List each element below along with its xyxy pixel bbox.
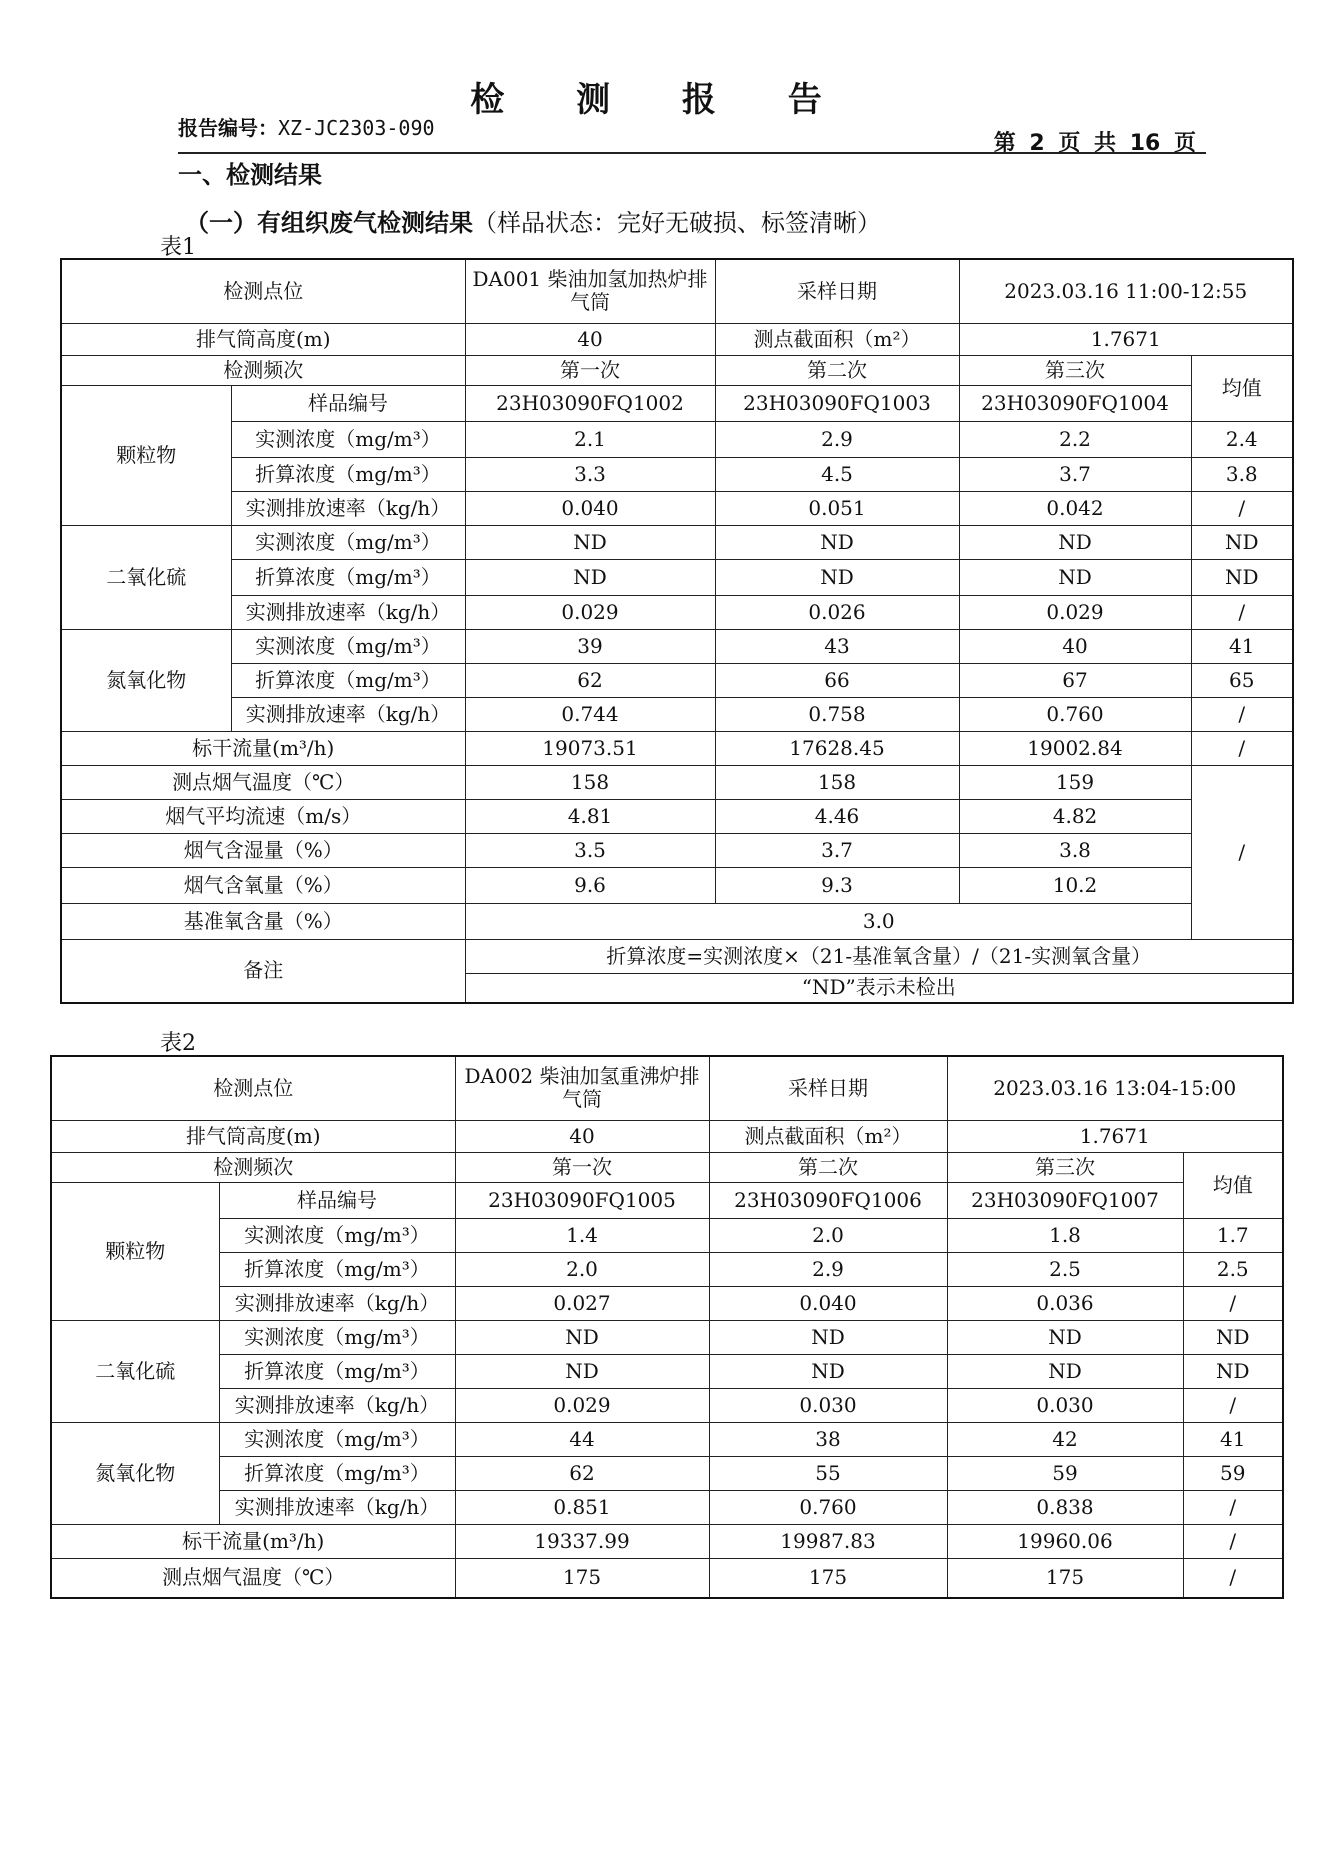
table-cell: 9.3 bbox=[715, 867, 959, 903]
table-cell: 0.040 bbox=[709, 1286, 947, 1320]
table-cell: 175 bbox=[947, 1558, 1183, 1598]
table-cell: 3.7 bbox=[959, 457, 1191, 491]
table-cell: 41 bbox=[1191, 629, 1293, 663]
params-average: / bbox=[1191, 765, 1293, 939]
table-cell: 0.042 bbox=[959, 491, 1191, 525]
table-cell: / bbox=[1183, 1524, 1283, 1558]
table-cell: ND bbox=[709, 1354, 947, 1388]
table-row bbox=[51, 1286, 1283, 1320]
converted-conc-label: 折算浓度（mg/m³） bbox=[231, 559, 465, 595]
report-number-label: 报告编号： bbox=[178, 116, 278, 140]
table-cell: 0.760 bbox=[709, 1490, 947, 1524]
table-cell: ND bbox=[947, 1320, 1183, 1354]
emission-rate-label: 实测排放速率（kg/h） bbox=[219, 1286, 455, 1320]
table-cell: 0.051 bbox=[715, 491, 959, 525]
table-cell: 4.81 bbox=[465, 799, 715, 833]
table-row bbox=[61, 833, 1293, 867]
cross-section-value: 1.7671 bbox=[947, 1120, 1283, 1152]
table-cell: 2.0 bbox=[709, 1218, 947, 1252]
nox-group-label: 氮氧化物 bbox=[51, 1422, 219, 1524]
remarks-label: 备注 bbox=[61, 939, 465, 1003]
stack-height-value: 40 bbox=[455, 1120, 709, 1152]
table-row bbox=[61, 525, 1293, 559]
table-cell: 17628.45 bbox=[715, 731, 959, 765]
table-cell: 19337.99 bbox=[455, 1524, 709, 1558]
sampling-date-label: 采样日期 bbox=[715, 259, 959, 323]
table-cell: 4.82 bbox=[959, 799, 1191, 833]
sampling-date-label: 采样日期 bbox=[709, 1056, 947, 1120]
table-cell: 175 bbox=[709, 1558, 947, 1598]
table-row bbox=[61, 629, 1293, 663]
table-cell: 0.029 bbox=[455, 1388, 709, 1422]
table-cell: 0.040 bbox=[465, 491, 715, 525]
table-row bbox=[61, 595, 1293, 629]
table-cell: ND bbox=[959, 559, 1191, 595]
table-cell: 66 bbox=[715, 663, 959, 697]
table-cell: / bbox=[1183, 1490, 1283, 1524]
moisture-label: 烟气含湿量（%） bbox=[61, 833, 465, 867]
emission-rate-label: 实测排放速率（kg/h） bbox=[219, 1388, 455, 1422]
converted-conc-label: 折算浓度（mg/m³） bbox=[219, 1354, 455, 1388]
table-row bbox=[51, 1056, 1283, 1120]
report-number bbox=[178, 112, 435, 141]
run-3-header: 第三次 bbox=[947, 1152, 1183, 1182]
table-cell: 19960.06 bbox=[947, 1524, 1183, 1558]
location-value: DA002 柴油加氢重沸炉排气筒 bbox=[455, 1056, 709, 1120]
sample-no-3: 23H03090FQ1007 bbox=[947, 1182, 1183, 1218]
stack-height-label: 排气筒高度(m) bbox=[51, 1120, 455, 1152]
sample-no-3: 23H03090FQ1004 bbox=[959, 385, 1191, 421]
table-row bbox=[51, 1320, 1283, 1354]
remark-nd: “ND”表示未检出 bbox=[465, 973, 1293, 1003]
converted-conc-label: 折算浓度（mg/m³） bbox=[231, 457, 465, 491]
table-row bbox=[61, 697, 1293, 731]
table-row bbox=[51, 1120, 1283, 1152]
velocity-label: 烟气平均流速（m/s） bbox=[61, 799, 465, 833]
so2-group-label: 二氧化硫 bbox=[51, 1320, 219, 1422]
table-cell: 0.760 bbox=[959, 697, 1191, 731]
table-row bbox=[51, 1354, 1283, 1388]
table-cell: 2.9 bbox=[709, 1252, 947, 1286]
particulate-group-label: 颗粒物 bbox=[51, 1182, 219, 1320]
table-cell: 0.027 bbox=[455, 1286, 709, 1320]
table-cell: 59 bbox=[947, 1456, 1183, 1490]
sample-no-1: 23H03090FQ1005 bbox=[455, 1182, 709, 1218]
table-cell: ND bbox=[715, 559, 959, 595]
remark-formula: 折算浓度=实测浓度×（21-基准氧含量）/（21-实测氧含量） bbox=[465, 939, 1293, 973]
table-cell: 19987.83 bbox=[709, 1524, 947, 1558]
sample-no-2: 23H03090FQ1006 bbox=[709, 1182, 947, 1218]
sample-no-2: 23H03090FQ1003 bbox=[715, 385, 959, 421]
sampling-date-value: 2023.03.16 13:04-15:00 bbox=[947, 1056, 1283, 1120]
table-cell: 41 bbox=[1183, 1422, 1283, 1456]
emission-rate-label: 实测排放速率（kg/h） bbox=[219, 1490, 455, 1524]
table-row bbox=[61, 385, 1293, 421]
location-value: DA001 柴油加氢加热炉排气筒 bbox=[465, 259, 715, 323]
section-title: 一、检测结果 bbox=[178, 161, 322, 189]
measured-conc-label: 实测浓度（mg/m³） bbox=[231, 629, 465, 663]
table-cell: 0.036 bbox=[947, 1286, 1183, 1320]
location-label: 检测点位 bbox=[61, 259, 465, 323]
sampling-date-value: 2023.03.16 11:00-12:55 bbox=[959, 259, 1293, 323]
average-header: 均值 bbox=[1183, 1152, 1283, 1218]
table-cell: 38 bbox=[709, 1422, 947, 1456]
table-cell: 158 bbox=[465, 765, 715, 799]
temp-label: 测点烟气温度（℃） bbox=[61, 765, 465, 799]
table-cell: 9.6 bbox=[465, 867, 715, 903]
table-row bbox=[61, 663, 1293, 697]
subsection-title bbox=[185, 203, 881, 238]
measured-conc-label: 实测浓度（mg/m³） bbox=[219, 1218, 455, 1252]
table-row bbox=[51, 1422, 1283, 1456]
cross-section-label: 测点截面积（m²） bbox=[715, 323, 959, 355]
results-table-1 bbox=[60, 258, 1294, 1004]
table-cell: / bbox=[1183, 1388, 1283, 1422]
converted-conc-label: 折算浓度（mg/m³） bbox=[219, 1252, 455, 1286]
table-cell: 55 bbox=[709, 1456, 947, 1490]
table-cell: 175 bbox=[455, 1558, 709, 1598]
table-cell: ND bbox=[1191, 559, 1293, 595]
emission-rate-label: 实测排放速率（kg/h） bbox=[231, 595, 465, 629]
table-row bbox=[61, 765, 1293, 799]
table-cell: 0.758 bbox=[715, 697, 959, 731]
table-cell: ND bbox=[465, 525, 715, 559]
flow-label: 标干流量(m³/h) bbox=[51, 1524, 455, 1558]
table-row bbox=[61, 731, 1293, 765]
table-row bbox=[51, 1218, 1283, 1252]
table-2-label: 表2 bbox=[160, 1031, 196, 1056]
table-row bbox=[51, 1456, 1283, 1490]
table-cell: 0.744 bbox=[465, 697, 715, 731]
table-row bbox=[61, 491, 1293, 525]
table-row bbox=[51, 1388, 1283, 1422]
emission-rate-label: 实测排放速率（kg/h） bbox=[231, 491, 465, 525]
measured-conc-label: 实测浓度（mg/m³） bbox=[219, 1320, 455, 1354]
table-cell: / bbox=[1191, 595, 1293, 629]
table-cell: 10.2 bbox=[959, 867, 1191, 903]
nox-group-label: 氮氧化物 bbox=[61, 629, 231, 731]
table-cell: / bbox=[1191, 697, 1293, 731]
particulate-group-label: 颗粒物 bbox=[61, 385, 231, 525]
table-1-label: 表1 bbox=[160, 235, 196, 260]
table-row bbox=[61, 867, 1293, 903]
table-cell: 44 bbox=[455, 1422, 709, 1456]
table-cell: 67 bbox=[959, 663, 1191, 697]
measured-conc-label: 实测浓度（mg/m³） bbox=[231, 525, 465, 559]
table-cell: ND bbox=[715, 525, 959, 559]
table-cell: ND bbox=[1191, 525, 1293, 559]
table-cell: 65 bbox=[1191, 663, 1293, 697]
run-3-header: 第三次 bbox=[959, 355, 1191, 385]
document-title: 检 测 报 告 bbox=[470, 80, 852, 120]
sample-no-label: 样品编号 bbox=[219, 1182, 455, 1218]
table-row bbox=[61, 323, 1293, 355]
table-cell: 1.4 bbox=[455, 1218, 709, 1252]
table-cell: 0.851 bbox=[455, 1490, 709, 1524]
table-cell: 3.7 bbox=[715, 833, 959, 867]
table-cell: 4.5 bbox=[715, 457, 959, 491]
cross-section-value: 1.7671 bbox=[959, 323, 1293, 355]
converted-conc-label: 折算浓度（mg/m³） bbox=[231, 663, 465, 697]
ref-oxygen-label: 基准氧含量（%） bbox=[61, 903, 465, 939]
table-cell: 0.029 bbox=[959, 595, 1191, 629]
table-cell: 3.3 bbox=[465, 457, 715, 491]
table-cell: / bbox=[1183, 1286, 1283, 1320]
temp-label: 测点烟气温度（℃） bbox=[51, 1558, 455, 1598]
table-row bbox=[51, 1252, 1283, 1286]
so2-group-label: 二氧化硫 bbox=[61, 525, 231, 629]
table-cell: 1.7 bbox=[1183, 1218, 1283, 1252]
run-1-header: 第一次 bbox=[455, 1152, 709, 1182]
table-cell: ND bbox=[947, 1354, 1183, 1388]
run-2-header: 第二次 bbox=[709, 1152, 947, 1182]
table-cell: 158 bbox=[715, 765, 959, 799]
table-cell: ND bbox=[455, 1354, 709, 1388]
table-cell: 159 bbox=[959, 765, 1191, 799]
table-cell: 19002.84 bbox=[959, 731, 1191, 765]
table-cell: 0.029 bbox=[465, 595, 715, 629]
table-cell: ND bbox=[959, 525, 1191, 559]
table-cell: 62 bbox=[465, 663, 715, 697]
table-cell: 2.9 bbox=[715, 421, 959, 457]
table-cell: ND bbox=[455, 1320, 709, 1354]
table-cell: 3.5 bbox=[465, 833, 715, 867]
frequency-label: 检测频次 bbox=[51, 1152, 455, 1182]
table-row bbox=[51, 1558, 1283, 1598]
table-cell: 0.030 bbox=[709, 1388, 947, 1422]
table-cell: 3.8 bbox=[959, 833, 1191, 867]
subsection-heading: （一）有组织废气检测结果 bbox=[185, 209, 473, 237]
table-cell: 39 bbox=[465, 629, 715, 663]
table-cell: 4.46 bbox=[715, 799, 959, 833]
location-label: 检测点位 bbox=[51, 1056, 455, 1120]
params-average: / bbox=[1183, 1558, 1283, 1598]
table-row bbox=[51, 1490, 1283, 1524]
measured-conc-label: 实测浓度（mg/m³） bbox=[219, 1422, 455, 1456]
table-cell: 59 bbox=[1183, 1456, 1283, 1490]
table-cell: 62 bbox=[455, 1456, 709, 1490]
flow-label: 标干流量(m³/h) bbox=[61, 731, 465, 765]
table-row bbox=[61, 559, 1293, 595]
average-header: 均值 bbox=[1191, 355, 1293, 421]
table-cell: ND bbox=[465, 559, 715, 595]
table-cell: 40 bbox=[959, 629, 1191, 663]
table-cell: 42 bbox=[947, 1422, 1183, 1456]
oxygen-label: 烟气含氧量（%） bbox=[61, 867, 465, 903]
table-row bbox=[61, 421, 1293, 457]
table-row bbox=[61, 939, 1293, 973]
table-cell: 2.2 bbox=[959, 421, 1191, 457]
table-cell: 0.838 bbox=[947, 1490, 1183, 1524]
table-cell: 2.1 bbox=[465, 421, 715, 457]
emission-rate-label: 实测排放速率（kg/h） bbox=[231, 697, 465, 731]
sample-no-label: 样品编号 bbox=[231, 385, 465, 421]
report-number-value: XZ-JC2303-090 bbox=[278, 116, 435, 140]
converted-conc-label: 折算浓度（mg/m³） bbox=[219, 1456, 455, 1490]
table-cell: 0.026 bbox=[715, 595, 959, 629]
sample-no-1: 23H03090FQ1002 bbox=[465, 385, 715, 421]
table-row bbox=[61, 457, 1293, 491]
measured-conc-label: 实测浓度（mg/m³） bbox=[231, 421, 465, 457]
stack-height-label: 排气筒高度(m) bbox=[61, 323, 465, 355]
table-row bbox=[51, 1182, 1283, 1218]
table-cell: 2.5 bbox=[947, 1252, 1183, 1286]
table-row bbox=[61, 259, 1293, 323]
table-cell: 2.5 bbox=[1183, 1252, 1283, 1286]
results-table-2 bbox=[50, 1055, 1284, 1599]
table-cell: 2.0 bbox=[455, 1252, 709, 1286]
stack-height-value: 40 bbox=[465, 323, 715, 355]
table-cell: 3.8 bbox=[1191, 457, 1293, 491]
run-2-header: 第二次 bbox=[715, 355, 959, 385]
table-cell: 1.8 bbox=[947, 1218, 1183, 1252]
table-row bbox=[61, 799, 1293, 833]
run-1-header: 第一次 bbox=[465, 355, 715, 385]
table-cell: ND bbox=[709, 1320, 947, 1354]
table-row bbox=[61, 903, 1293, 939]
table-cell: 43 bbox=[715, 629, 959, 663]
report-header bbox=[178, 112, 1206, 154]
table-cell: / bbox=[1191, 731, 1293, 765]
table-cell: ND bbox=[1183, 1320, 1283, 1354]
cross-section-label: 测点截面积（m²） bbox=[709, 1120, 947, 1152]
sample-status-note: （样品状态：完好无破损、标签清晰） bbox=[473, 209, 881, 237]
table-cell: 19073.51 bbox=[465, 731, 715, 765]
table-cell: ND bbox=[1183, 1354, 1283, 1388]
table-cell: 0.030 bbox=[947, 1388, 1183, 1422]
ref-oxygen-value: 3.0 bbox=[465, 903, 1293, 939]
table-cell: / bbox=[1191, 491, 1293, 525]
frequency-label: 检测频次 bbox=[61, 355, 465, 385]
table-row bbox=[51, 1152, 1283, 1182]
table-row bbox=[61, 355, 1293, 385]
table-row bbox=[51, 1524, 1283, 1558]
page-indicator: 第 2 页 共 16 页 bbox=[993, 131, 1196, 156]
table-cell: 2.4 bbox=[1191, 421, 1293, 457]
